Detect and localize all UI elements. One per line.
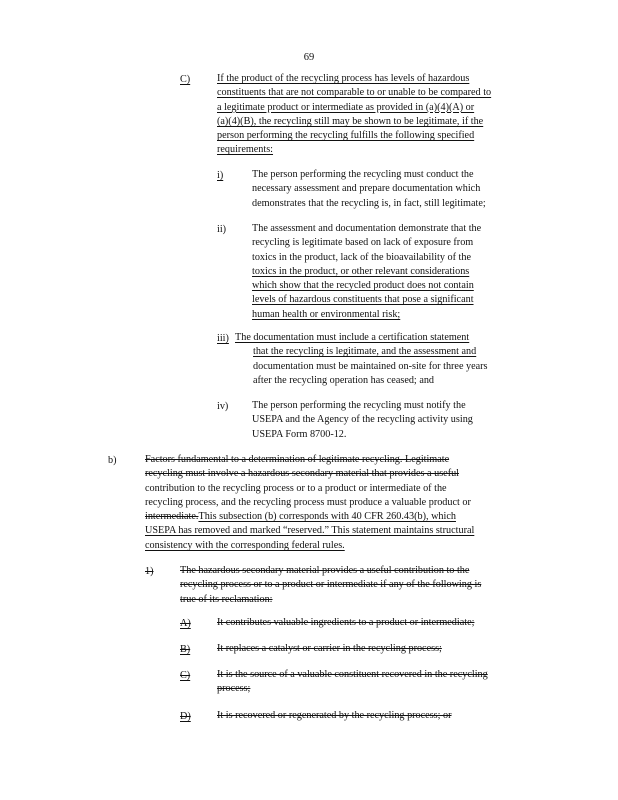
- subsection-b-label: b): [108, 455, 117, 466]
- item-B-text: It replaces a catalyst or carrier in the recycling process;: [217, 643, 442, 654]
- item-C2-label: C): [180, 670, 191, 681]
- item-iv-text: The person performing the recycling must notify the USEPA and the Agency of the recycling activity using USEPA Form 8700-12.: [252, 400, 473, 440]
- item-i-label: i): [217, 170, 224, 181]
- item-D-label: D): [180, 711, 191, 722]
- item-1-label: 1): [145, 566, 154, 577]
- item-ii-text: The assessment and documentation demonstrate that the recycling is legitimate based on lack of exposure from toxics in the product, lack of the bioavailability of the toxics in the product, or other relevant considerations which show that the recycled product does not contain levels of hazardous constituents that pose a significant human health or environmental risk;: [252, 223, 482, 320]
- item-ii-label: ii): [217, 224, 227, 235]
- item-1-text: The hazardous secondary material provides a useful contribution to the recycling process or to a product or intermediate if any of the following is true of its reclamation:: [180, 565, 482, 605]
- item-A-label: A): [180, 618, 191, 629]
- subsection-b-text: Factors fundamental to a determination of legitimate recycling. Legitimate recycling must involve a hazardous secondary material that provides a useful contribution to the recycling process or to a product or intermediate of the recycling process, and the recycling process must produce a valuable product or intermediate.This subsection (b) corresponds with 40 CFR 260.43(b), which USEPA has removed and marked “reserved.” This statement maintains structural consistency with the corresponding federal rules.: [145, 454, 475, 551]
- item-B-label: B): [180, 644, 191, 655]
- subparagraph-c-label: C): [180, 74, 191, 85]
- page-number: 69: [303, 52, 315, 63]
- item-C2-text: It is the source of a valuable constituent recovered in the recycling process;: [217, 669, 488, 695]
- item-iii-text: The documentation must include a certification statement that the recycling is legitimate, and the assessment and documentation must be maintained on-site for three years after the recycling operation has ceased; and: [235, 332, 488, 386]
- item-A-text: It contributes valuable ingredients to a product or intermediate;: [217, 617, 475, 628]
- item-iii-label: iii): [217, 333, 229, 344]
- subparagraph-c-text: If the product of the recycling process has levels of hazardous constituents that are not comparable to or unable to be compared to a legitimate product or intermediate as provided in (a)(4)(A) or (a)(4)(B), the recycling still may be shown to be legitimate, if the person performing the recycling fulfills the following specified requirements:: [217, 73, 492, 156]
- item-D-text: It is recovered or regenerated by the recycling process; or: [217, 710, 452, 721]
- item-i-text: The person performing the recycling must conduct the necessary assessment and prepare documentation which demonstrates that the recycling is, in fact, still legitimate;: [252, 169, 486, 209]
- item-iv-label: iv): [217, 401, 229, 412]
